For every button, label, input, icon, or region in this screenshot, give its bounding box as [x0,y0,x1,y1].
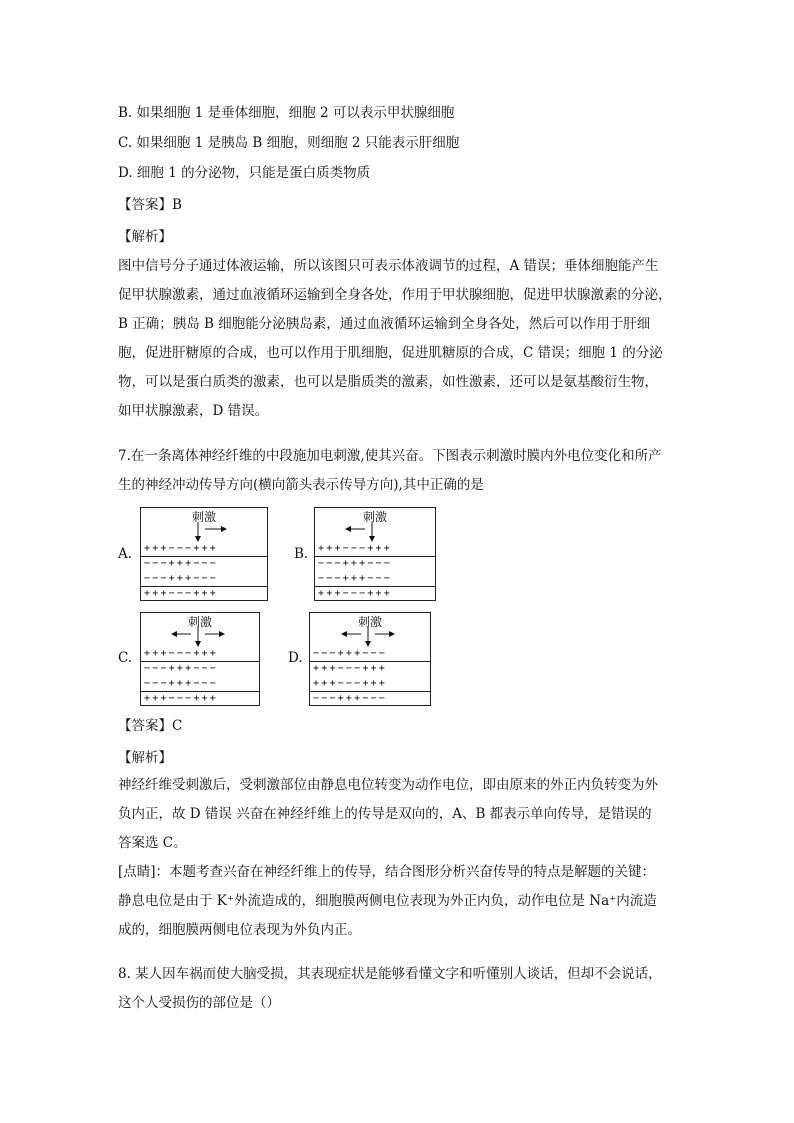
membrane-line [310,661,430,662]
diagram-a [140,507,268,601]
q8-stem-line: 这个人受损伤的部位是（） [118,995,280,1011]
membrane-row-outer-top: +++−−−+++ [144,544,218,554]
conduction-arrowhead-left [341,631,347,637]
analysis-q6-line: 如甲状腺激素，D 错误。 [118,403,269,419]
analysis-q6-line: 促甲状腺激素，通过血液循环运输到全身各处，作用于甲状腺细胞，促进甲状腺激素的分泌， [118,287,672,303]
analysis-q6-line: 物，可以是蛋白质类的激素，也可以是脂质类的激素，如性激素，还可以是氨基酸衍生物， [118,374,658,390]
stimulus-arrowhead [195,536,201,542]
analysis-q6 [118,252,678,426]
membrane-row-inner-top: +++−−−+++ [313,664,387,674]
diagram-c [140,612,260,706]
membrane-line [315,586,435,587]
stimulus-label: 刺激 [191,510,216,524]
option-d: D. 细胞 1 的分泌物，只能是蛋白质类物质 [118,165,371,181]
membrane-row-inner-top: −−−+++−−− [144,559,218,569]
membrane-row-outer-bottom: +++−−−+++ [144,589,218,599]
stimulus-arrowhead [195,641,201,647]
analysis-q7 [118,771,678,945]
stimulus-label: 刺激 [187,615,212,629]
q7-stem-line: 7.在一条离体神经纤维的中段施加电刺激,使其兴奋。下图表示刺激时膜内外电位变化和所产 [118,448,662,464]
diagram-c-letter: C. [118,650,133,666]
q7-stem [118,442,678,500]
stimulus-arrowhead [369,536,375,542]
membrane-line [141,556,267,557]
answer-q7: 【答案】C [118,718,183,734]
membrane-row-outer-bottom: −−−+++−−− [313,694,387,704]
analysis-q7-line: 答案选 C。 [118,835,187,851]
arrows-d [310,613,430,653]
analysis-q6-line: 胞，促进肝糖原的合成，也可以作用于肌细胞，促进肌糖原的合成，C 错误；细胞 1 的分泌 [118,345,663,361]
conduction-arrowhead-right [221,526,227,532]
membrane-line [141,586,267,587]
membrane-row-outer-top: +++−−−+++ [318,544,392,554]
conduction-arrowhead-right [219,631,225,637]
analysis-q6-line: 图中信号分子通过体液运输，所以该图只可表示体液调节的过程，A 错误；垂体细胞能产生 [118,258,659,274]
stimulus-label: 刺激 [357,615,382,629]
q7-stem-line: 生的神经冲动传导方向(横向箭头表示传导方向),其中正确的是 [118,477,484,493]
membrane-row-inner-bottom: −−−+++−−− [144,679,218,689]
stimulus-arrowhead [365,641,371,647]
conduction-arrowhead-left [345,526,351,532]
analysis-q7-line: [点睛]：本题考查兴奋在神经纤维上的传导，结合图形分析兴奋传导的特点是解题的关键： [118,864,656,880]
analysis-q7-line: 负内正，故 D 错误 兴奋在神经纤维上的传导是双向的，A、B 都表示单向传导，是错误的 [118,806,652,822]
q8-stem-line: 8. 某人因车祸而使大脑受损，其表现症状是能够看懂文字和听懂别人谈话，但却不会说话， [118,966,662,982]
membrane-row-inner-bottom: +++−−−+++ [313,679,387,689]
analysis-label-q6: 【解析】 [118,229,172,245]
option-c: C. 如果细胞 1 是胰岛 B 细胞，则细胞 2 只能表示肝细胞 [118,135,460,151]
membrane-line [141,661,259,662]
membrane-row-outer-top: +++−−−+++ [144,649,218,659]
membrane-row-inner-bottom: −−−+++−−− [144,574,218,584]
membrane-line [141,691,259,692]
arrows-c [141,613,259,653]
option-b: B. 如果细胞 1 是垂体细胞，细胞 2 可以表示甲状腺细胞 [118,105,455,121]
q8-stem [118,960,678,1018]
stimulus-label: 刺激 [362,510,387,524]
membrane-row-inner-top: −−−+++−−− [318,559,392,569]
diagram-a-letter: A. [118,546,133,562]
analysis-q7-line: 神经纤维受刺激后，受刺激部位由静息电位转变为动作电位，即由原来的外正内负转变为外 [118,777,658,793]
analysis-q7-line: 静息电位是由于 K⁺外流造成的，细胞膜两侧电位表现为外正内负，动作电位是 Na⁺内流造 [118,893,657,909]
diagram-d [309,612,431,706]
membrane-row-inner-bottom: −−−+++−−− [318,574,392,584]
analysis-label-q7: 【解析】 [118,750,172,766]
conduction-arrowhead-left [171,631,177,637]
diagram-b [314,507,436,601]
arrows-a [141,508,267,548]
answer-q6: 【答案】B [118,197,182,213]
diagram-d-letter: D. [288,650,303,666]
membrane-row-outer-bottom: +++−−−+++ [144,694,218,704]
membrane-line [315,556,435,557]
membrane-line [310,691,430,692]
diagram-b-letter: B. [294,546,309,562]
analysis-q7-line: 成的，细胞膜两侧电位表现为外负内正。 [118,922,361,938]
membrane-row-inner-top: −−−+++−−− [144,664,218,674]
membrane-row-outer-bottom: +++−−−+++ [318,589,392,599]
membrane-row-outer-top: −−−+++−−− [313,649,387,659]
arrows-b [315,508,435,548]
analysis-q6-line: B 正确；胰岛 B 细胞能分泌胰岛素，通过血液循环运输到全身各处，然后可以作用于肝细 [118,316,651,332]
conduction-arrowhead-right [389,631,395,637]
